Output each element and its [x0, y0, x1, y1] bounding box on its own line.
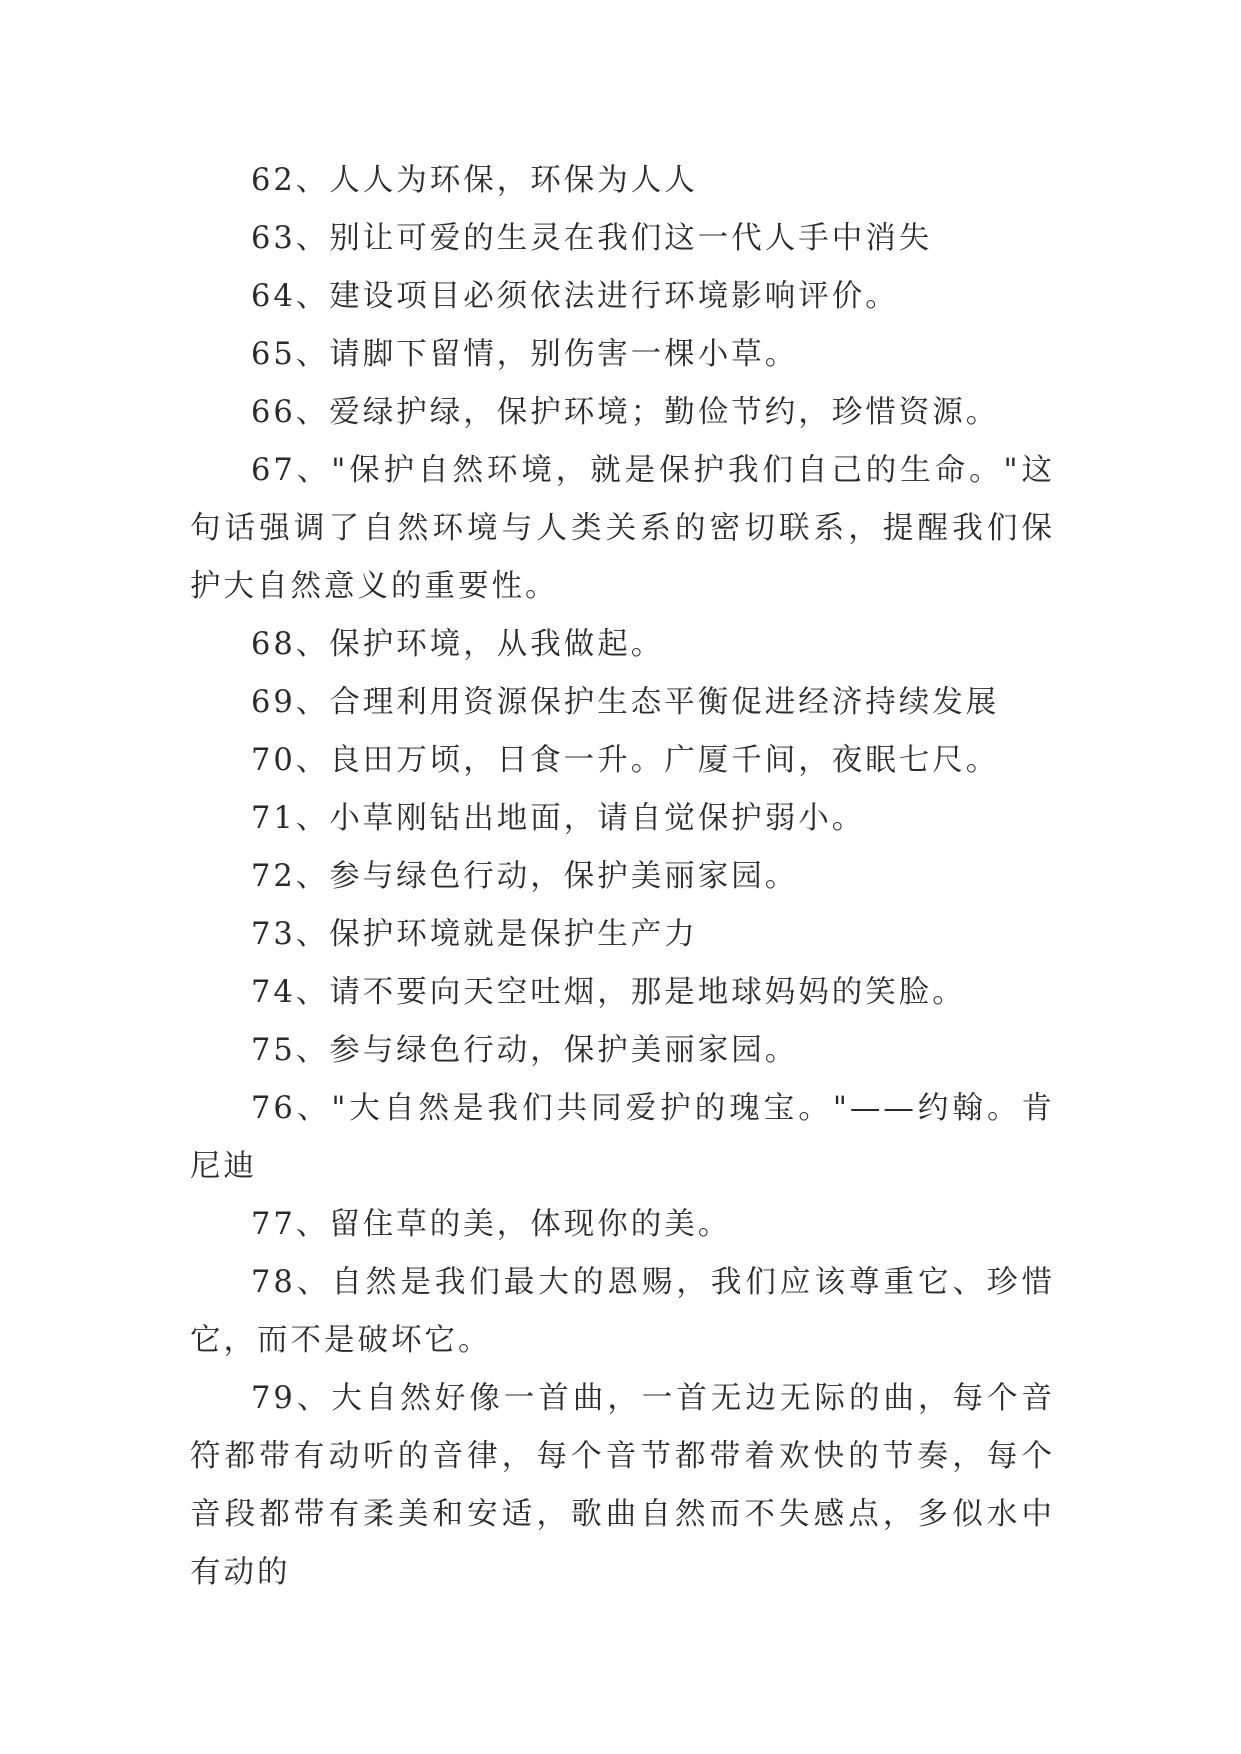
paragraph-63: 63、别让可爱的生灵在我们这一代人手中消失	[251, 221, 933, 256]
paragraph-68: 68、保护环境，从我做起。	[251, 627, 665, 662]
paragraph-77: 77、留住草的美，体现你的美。	[251, 1207, 732, 1242]
paragraph-74: 74、请不要向天空吐烟，那是地球妈妈的笑脸。	[251, 975, 966, 1010]
paragraph-76: 76、"大自然是我们共同爱护的瑰宝。"——约翰。肯尼迪	[190, 1091, 1055, 1184]
paragraph-67: 67、"保护自然环境，就是保护我们自己的生命。"这句话强调了自然环境与人类关系的密切联系，提醒我们保护大自然意义的重要性。	[190, 453, 1055, 604]
paragraph-62: 62、人人为环保，环保为人人	[251, 163, 698, 198]
paragraph-78: 78、自然是我们最大的恩赐，我们应该尊重它、珍惜它，而不是破坏它。	[190, 1265, 1055, 1358]
paragraph-64: 64、建设项目必须依法进行环境影响评价。	[251, 279, 899, 314]
paragraph-69: 69、合理利用资源保护生态平衡促进经济持续发展	[251, 685, 1000, 720]
paragraph-72: 72、参与绿色行动，保护美丽家园。	[251, 859, 799, 894]
paragraph-79: 79、大自然好像一首曲，一首无边无际的曲，每个音符都带有动听的音律，每个音节都带着欢快的节奏，每个音段都带有柔美和安适，歌曲自然而不失感点，多似水中有动的	[190, 1381, 1055, 1590]
paragraph-73: 73、保护环境就是保护生产力	[251, 917, 698, 952]
paragraph-75: 75、参与绿色行动，保护美丽家园。	[251, 1033, 799, 1068]
document-body	[190, 152, 1055, 1602]
paragraph-66: 66、爱绿护绿，保护环境；勤俭节约，珍惜资源。	[251, 395, 1000, 430]
paragraph-65: 65、请脚下留情，别伤害一棵小草。	[251, 337, 799, 372]
paragraph-71: 71、小草刚钻出地面，请自觉保护弱小。	[251, 801, 866, 836]
paragraph-70: 70、良田万顷，日食一升。广厦千间，夜眠七尺。	[251, 743, 1000, 778]
